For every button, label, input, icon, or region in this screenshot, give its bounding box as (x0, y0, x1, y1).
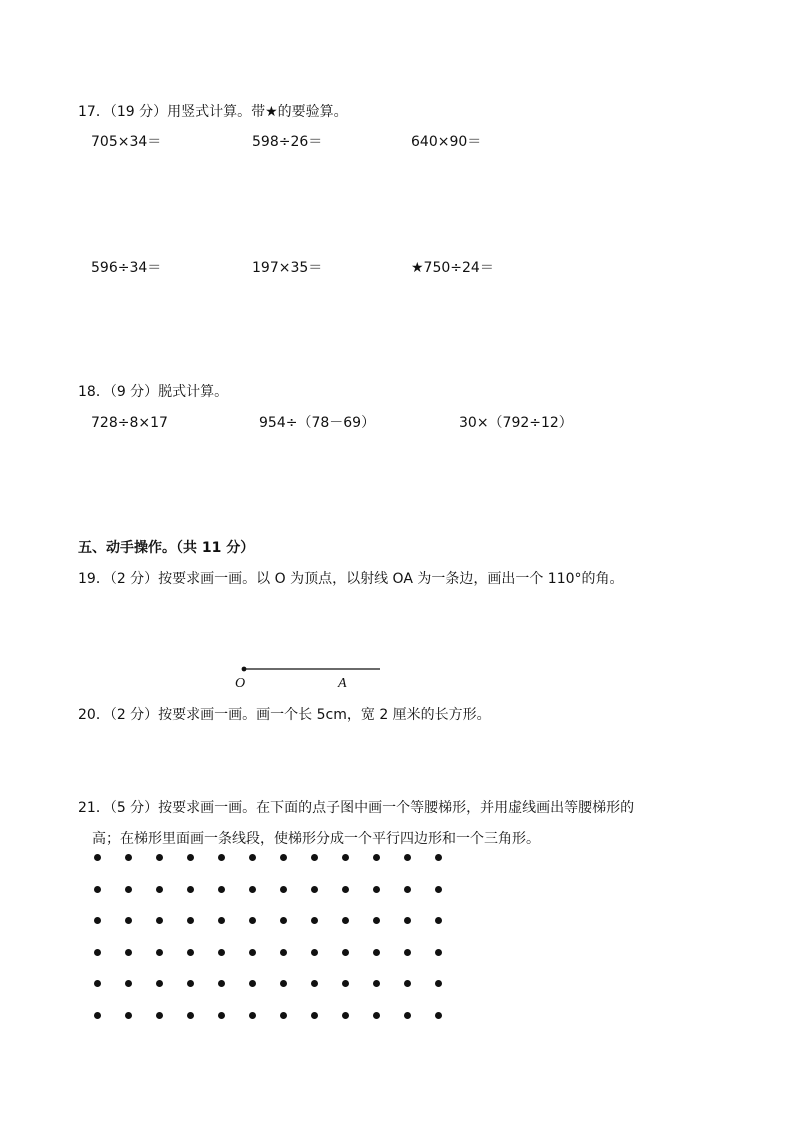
grid-dot (373, 1012, 380, 1019)
grid-dot (156, 854, 163, 861)
grid-dot (342, 980, 349, 987)
q17-problem-5: 197×35＝ (252, 260, 323, 276)
grid-dot (373, 917, 380, 924)
q18-title: 18．（9 分）脱式计算。 (78, 384, 229, 400)
grid-dot (94, 1012, 101, 1019)
grid-dot (156, 949, 163, 956)
grid-dot (187, 917, 194, 924)
q18-problem-3: 30×（792÷12） (459, 415, 573, 431)
grid-dot (94, 917, 101, 924)
grid-dot (342, 917, 349, 924)
q19-title: 19．（2 分）按要求画一画。以 O 为顶点，以射线 OA 为一条边，画出一个 110°的角。 (78, 571, 624, 587)
grid-dot (187, 854, 194, 861)
label-a: A (338, 676, 347, 691)
grid-dot (218, 1012, 225, 1019)
grid-dot (187, 886, 194, 893)
q17-problem-4: 596÷34＝ (91, 260, 162, 276)
grid-dot (404, 854, 411, 861)
grid-dot (125, 854, 132, 861)
grid-dot (435, 886, 442, 893)
grid-dot (156, 886, 163, 893)
grid-dot (342, 854, 349, 861)
grid-dot (435, 949, 442, 956)
q18-problem-2: 954÷（78－69） (259, 415, 376, 431)
grid-dot (125, 980, 132, 987)
grid-dot (249, 949, 256, 956)
section-5-heading: 五、动手操作。（共 11 分） (78, 540, 255, 556)
vertex-o-point (242, 667, 247, 672)
grid-dot (311, 980, 318, 987)
q17-problem-3: 640×90＝ (411, 134, 482, 150)
grid-dot (249, 1012, 256, 1019)
q20-title: 20．（2 分）按要求画一画。画一个长 5cm，宽 2 厘米的长方形。 (78, 707, 491, 723)
grid-dot (404, 886, 411, 893)
grid-dot (249, 917, 256, 924)
grid-dot (280, 854, 287, 861)
grid-dot (373, 949, 380, 956)
grid-dot (187, 1012, 194, 1019)
grid-dot (373, 980, 380, 987)
label-o: O (235, 676, 246, 691)
q17-problem-1: 705×34＝ (91, 134, 162, 150)
grid-dot (249, 886, 256, 893)
grid-dot (342, 1012, 349, 1019)
grid-dot (218, 917, 225, 924)
grid-dot (249, 980, 256, 987)
dot-grid (90, 850, 450, 1025)
grid-dot (156, 980, 163, 987)
grid-dot (218, 886, 225, 893)
grid-dot (94, 854, 101, 861)
grid-dot (218, 980, 225, 987)
grid-dot (125, 886, 132, 893)
grid-dot (342, 886, 349, 893)
grid-dot (156, 917, 163, 924)
grid-dot (280, 917, 287, 924)
grid-dot (404, 917, 411, 924)
grid-dot (156, 1012, 163, 1019)
grid-dot (311, 854, 318, 861)
q17-problem-2: 598÷26＝ (252, 134, 323, 150)
grid-dot (94, 886, 101, 893)
grid-dot (125, 949, 132, 956)
grid-dot (187, 980, 194, 987)
grid-dot (187, 949, 194, 956)
grid-dot (373, 854, 380, 861)
grid-dot (311, 917, 318, 924)
q17-problem-6: ★750÷24＝ (411, 260, 494, 276)
grid-dot (435, 1012, 442, 1019)
grid-dot (280, 949, 287, 956)
grid-dot (435, 854, 442, 861)
grid-dot (311, 1012, 318, 1019)
grid-dot (311, 886, 318, 893)
grid-dot (342, 949, 349, 956)
grid-dot (280, 1012, 287, 1019)
grid-dot (373, 886, 380, 893)
q17-title: 17．（19 分）用竖式计算。带★的要验算。 (78, 104, 348, 120)
grid-dot (218, 854, 225, 861)
grid-dot (249, 854, 256, 861)
q18-problem-1: 728÷8×17 (91, 415, 168, 431)
grid-dot (94, 980, 101, 987)
q21-title-line2: 高；在梯形里面画一条线段，使梯形分成一个平行四边形和一个三角形。 (92, 831, 540, 847)
grid-dot (280, 886, 287, 893)
grid-dot (125, 917, 132, 924)
grid-dot (404, 980, 411, 987)
grid-dot (218, 949, 225, 956)
grid-dot (435, 917, 442, 924)
grid-dot (94, 949, 101, 956)
grid-dot (404, 1012, 411, 1019)
grid-dot (311, 949, 318, 956)
grid-dot (404, 949, 411, 956)
q21-title-line1: 21．（5 分）按要求画一画。在下面的点子图中画一个等腰梯形，并用虚线画出等腰梯形的 (78, 800, 635, 816)
grid-dot (125, 1012, 132, 1019)
grid-dot (280, 980, 287, 987)
grid-dot (435, 980, 442, 987)
ray-oa-figure (230, 660, 390, 692)
